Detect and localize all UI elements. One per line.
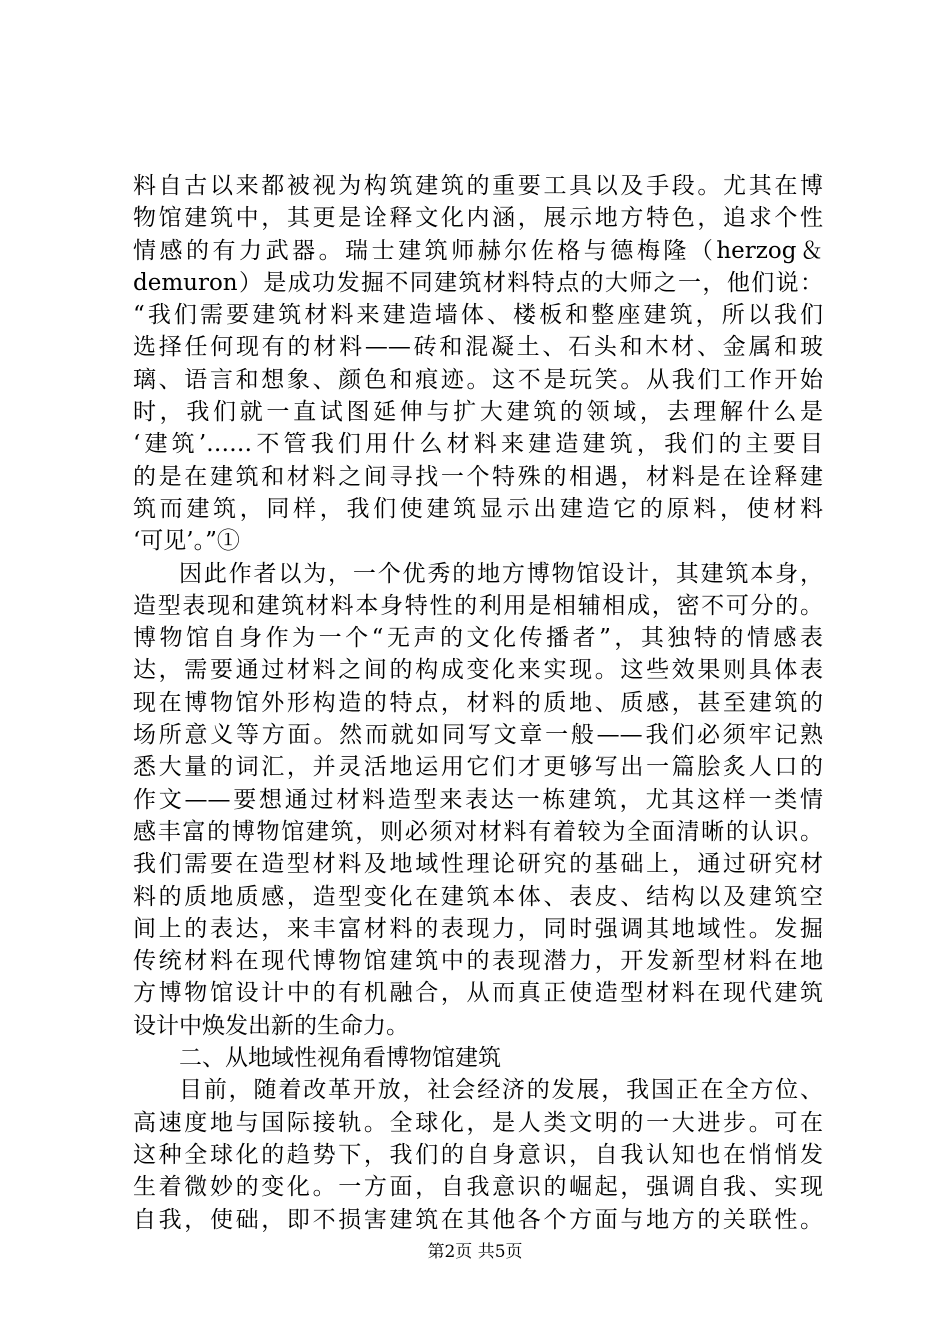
text-line: 我们需要在造型材料及地域性理论研究的基础上，通过研究材 [133,851,823,878]
body-text [133,170,823,1236]
text-line: 时，我们就一直试图延伸与扩大建筑的领域，去理解什么是 [133,399,823,426]
text-line: 二、从地域性视角看博物馆建筑 [179,1045,501,1072]
text-line: demuron）是成功发掘不同建筑材料特点的大师之一，他们说： [133,269,823,296]
text-line: 这种全球化的趋势下，我们的自身意识，自我认知也在悄悄发 [133,1141,823,1168]
text-line: 达，需要通过材料之间的构成变化来实现。这些效果则具体表 [133,657,823,684]
text-line: 情感的有力武器。瑞士建筑师赫尔佐格与德梅隆（herzog＆ [133,237,823,264]
text-line: 目前，随着改革开放，社会经济的发展，我国正在全方位、 [179,1077,823,1104]
text-line: 料自古以来都被视为构筑建筑的重要工具以及手段。尤其在博 [133,173,823,199]
text-line: 作文——要想通过材料造型来表达一栋建筑，尤其这样一类情 [133,786,823,813]
text-line: 生着微妙的变化。一方面，自我意识的崛起，强调自我、实现 [133,1174,823,1201]
text-line: 感丰富的博物馆建筑，则必须对材料有着较为全面清晰的认识。 [133,818,823,845]
text-line: 悉大量的词汇，并灵活地运用它们才更够写出一篇脍炙人口的 [133,754,823,781]
text-line: 料的质地质感，造型变化在建筑本体、表皮、结构以及建筑空 [133,883,823,910]
text-line: 筑而建筑，同样，我们使建筑显示出建造它的原料，使材料 [133,495,823,522]
text-line: 的是在建筑和材料之间寻找一个特殊的相遇，材料是在诠释建 [133,463,823,490]
text-line: 方博物馆设计中的有机融合，从而真正使造型材料在现代建筑 [133,980,823,1007]
text-line: 自我，使础，即不损害建筑在其他各个方面与地方的关联性。 [133,1206,823,1233]
text-line: 选择任何现有的材料——砖和混凝土、石头和木材、金属和玻 [133,334,823,361]
text-line: 场所意义等方面。然而就如同写文章一般——我们必须牢记熟 [133,722,823,749]
text-line: 现在博物馆外形构造的特点，材料的质地、质感，甚至建筑的 [133,689,823,716]
text-line: 物馆建筑中，其更是诠释文化内涵，展示地方特色，追求个性 [133,205,823,232]
text-line: “我们需要建筑材料来建造墙体、楼板和整座建筑，所以我们 [133,302,823,329]
text-line: 高速度地与国际接轨。全球化，是人类文明的一大进步。可在 [133,1109,823,1136]
text-line: 传统材料在现代博物馆建筑中的表现潜力，开发新型材料在地 [133,948,823,975]
text-line: 设计中焕发出新的生命力。 [133,1012,409,1039]
page-footer: 第2页 共5页 [427,1242,523,1262]
text-line: 博物馆自身作为一个“无声的文化传播者”，其独特的情感表 [133,625,823,652]
text-line: 因此作者以为，一个优秀的地方博物馆设计，其建筑本身， [179,560,823,587]
text-line: 璃、语言和想象、颜色和痕迹。这不是玩笑。从我们工作开始 [133,366,823,393]
text-line: 间上的表达，来丰富材料的表现力，同时强调其地域性。发掘 [133,915,823,942]
text-line: 造型表现和建筑材料本身特性的利用是相辅相成，密不可分的。 [133,592,823,619]
text-line: ‘建筑’……不管我们用什么材料来建造建筑，我们的主要目 [133,431,823,458]
text-line: ‘可见’。”① [133,528,240,555]
